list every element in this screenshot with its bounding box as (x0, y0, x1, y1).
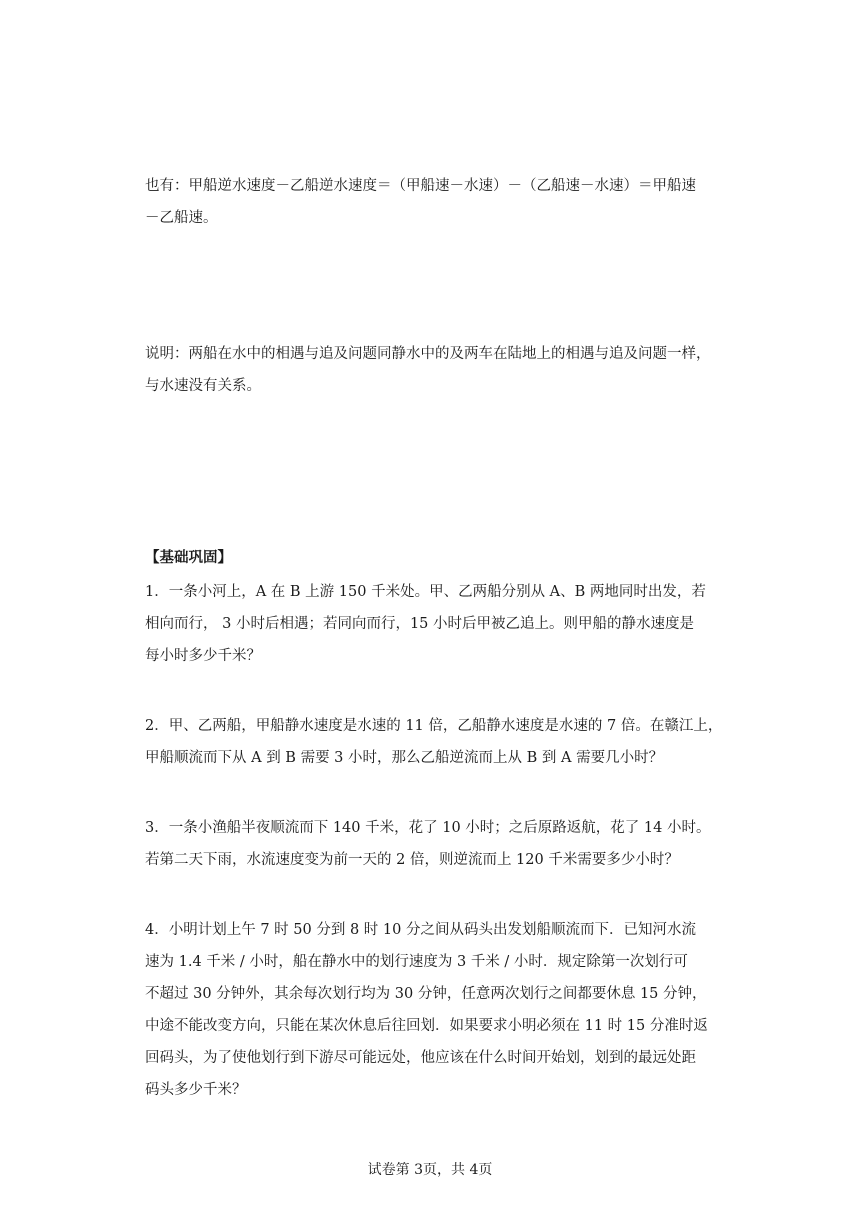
page-footer: 试卷第 3页，共 4页 (367, 1162, 493, 1178)
question-1-line-1: 1．一条小河上，A 在 B 上游 150 千米处。甲、乙两船分别从 A、B 两地同时出发，若 (145, 584, 706, 600)
question-1-line-2: 相向而行， 3 小时后相遇；若同向而行，15 小时后甲被乙追上。则甲船的静水速度是 (145, 616, 695, 632)
question-2-line-2: 甲船顺流而下从 A 到 B 需要 3 小时，那么乙船逆流而上从 B 到 A 需要几小时？ (145, 750, 664, 766)
section-heading: 【基础巩固】 (145, 549, 232, 566)
question-4-line-2: 速为 1.4 千米 / 小时，船在静水中的划行速度为 3 千米 / 小时．规定除第一次划行可 (145, 954, 688, 970)
question-4-line-6: 码头多少千米？ (145, 1082, 247, 1098)
question-3-line-2: 若第二天下雨，水流速度变为前一天的 2 倍，则逆流而上 120 千米需要多少小时？ (145, 852, 679, 868)
question-2-line-1: 2．甲、乙两船，甲船静水速度是水速的 11 倍，乙船静水速度是水速的 7 倍。在赣江上， (145, 718, 723, 734)
paragraph-note-line-2: 与水速没有关系。 (145, 378, 261, 394)
question-4-line-5: 回码头，为了使他划行到下游尽可能远处，他应该在什么时间开始划，划到的最远处距 (145, 1050, 696, 1066)
question-4-line-1: 4．小明计划上午 7 时 50 分到 8 时 10 分之间从码头出发划船顺流而下．已知河水流 (145, 922, 696, 938)
paragraph-also-line-1: 也有：甲船逆水速度－乙船逆水速度＝（甲船速－水速）－（乙船速－水速）＝甲船速 (145, 178, 696, 194)
paragraph-note-line-1: 说明：两船在水中的相遇与追及问题同静水中的及两车在陆地上的相遇与追及问题一样， (145, 346, 711, 362)
question-4-line-4: 中途不能改变方向，只能在某次休息后往回划．如果要求小明必须在 11 时 15 分准时返 (145, 1018, 708, 1034)
question-4-line-3: 不超过 30 分钟外，其余每次划行均为 30 分钟，任意两次划行之间都要休息 15 分钟， (145, 986, 707, 1002)
paragraph-also-line-2: －乙船速。 (145, 210, 218, 226)
question-3-line-1: 3．一条小渔船半夜顺流而下 140 千米，花了 10 小时；之后原路返航，花了 14 小时。 (145, 820, 711, 836)
question-1-line-3: 每小时多少千米？ (145, 648, 261, 664)
